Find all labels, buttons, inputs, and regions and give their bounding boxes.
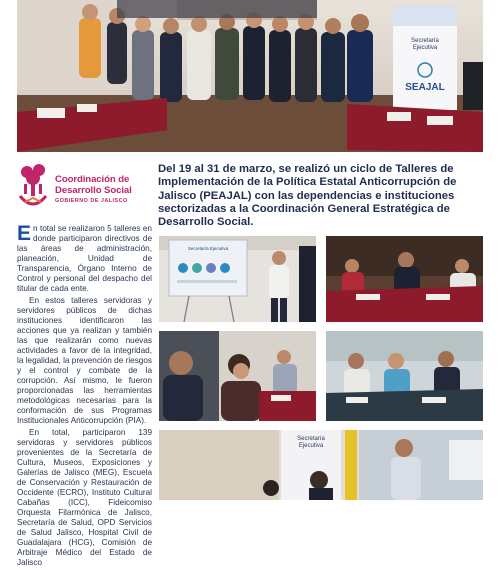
- logo-line2: Desarrollo Social: [55, 184, 132, 196]
- photo-presentation: [159, 236, 316, 322]
- body-paragraph-1: [17, 224, 152, 294]
- photo-discussion: [326, 331, 483, 421]
- workshop-wide-illustration: [159, 430, 483, 500]
- discussion-illustration: [326, 331, 483, 421]
- body-paragraph-3: En total, participaron 139 servidoras y servidores públicos provenientes de la Secretaría de Cultura, Museos, Exposiciones y Galerías de Jalisco (MEG), Escuela de Conservación y Restauración de Occidente (ECRO), Instituto Cultural Cabañas (ICC), Fideicomiso Orquesta Filarmónica de Jalisco, Secretaría de Salud, OPD Servicios de Salud Jalisco, Hospital Civil de Guadalajara (HCG), Comisión de Arbitraje Médico del Estado de Jalisco: [17, 428, 152, 567]
- coordinacion-logo: [17, 164, 152, 216]
- logo-line1: Coordinación de: [55, 174, 130, 185]
- hero-banner-line2: Ejecutiva: [412, 45, 438, 51]
- hero-photo-illustration: [17, 0, 483, 152]
- article-headline: Del 19 al 31 de marzo, se realizó un ciclo de Talleres de Implementación de la Política Estatal Anticorrupción de Jalisco (PEAJAL) con las dependencias e instituciones sectorizadas a la Coordinación General Estratégica de Desarrollo Social.: [158, 163, 457, 229]
- photo-workshop-wide: [159, 430, 483, 500]
- photo-participants: [159, 331, 316, 421]
- meeting-table-illustration: [326, 236, 483, 322]
- bottom-banner-line1: Secretaría: [297, 436, 325, 442]
- body-paragraph-2: En estos talleres servidoras y servidores públicos de dichas instituciones identificaron las acciones que ya realizan y también las que realizarán como nuevas actividades a favor de la integridad, la legalidad, la prevención de riesgos y el control y combate de la corrupción. Así mismo, le fueron proporcionadas las herramientas metodológicas necesarias para la conformación de sus Programas Institucionales Anticorrupción (PIA).: [17, 296, 152, 425]
- body-paragraph-1-text: n total se realizaron 5 talleres en donde participaron directivos de las áreas de administración, planeación, Unidad de Transparencia, Órgano Interno de Control y personal del despacho del titular de cada ente.: [17, 224, 152, 293]
- bottom-banner-line2: Ejecutiva: [298, 443, 324, 449]
- participants-illustration: [159, 331, 316, 421]
- photo-meeting-table: [326, 236, 483, 322]
- presentation-illustration: [159, 236, 316, 322]
- hero-group-photo: [17, 0, 483, 152]
- article-body: [17, 224, 152, 570]
- hero-banner-line1: Secretaría: [411, 38, 439, 44]
- logo-subline: GOBIERNO DE JALISCO: [55, 198, 128, 204]
- drop-cap: E: [17, 222, 32, 245]
- screen-title: Secretaría Ejecutiva: [187, 246, 229, 251]
- hero-banner-logo: SEAJAL: [405, 82, 445, 93]
- jalisco-emblem-icon: [17, 164, 51, 214]
